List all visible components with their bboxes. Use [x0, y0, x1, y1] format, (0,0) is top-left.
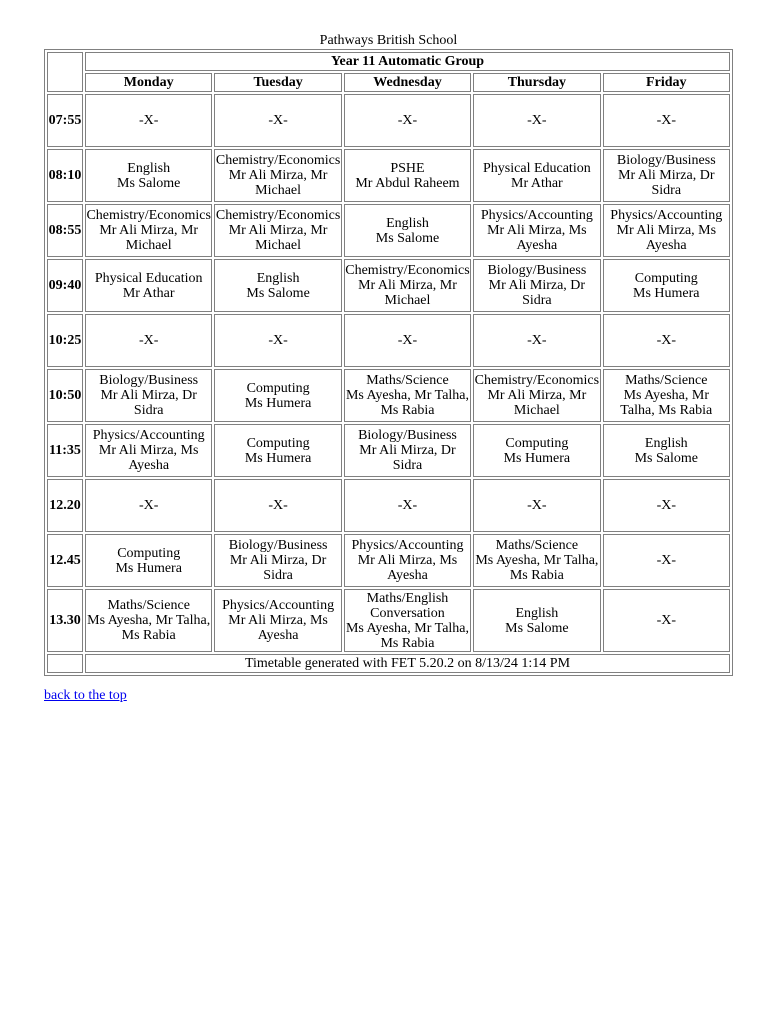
- timetable-footer: Timetable generated with FET 5.20.2 on 8/13/24 1:14 PM: [85, 654, 730, 673]
- lesson-text-line: Ms Rabia: [509, 568, 564, 583]
- time-slot-label: 13.30: [47, 589, 83, 652]
- lesson-cell: [344, 314, 471, 367]
- lesson-cell: [85, 424, 212, 477]
- lesson-cell: [214, 369, 341, 422]
- lesson-cell: [85, 534, 212, 587]
- timetable-row: [47, 204, 730, 257]
- lesson-text-line: Chemistry/Economics: [474, 373, 600, 388]
- lesson-text-line: Maths/Science: [107, 598, 190, 613]
- lesson-text-line: Michael: [125, 238, 172, 253]
- lesson-text-line: Maths/English: [366, 590, 449, 606]
- lesson-text-line: Ms Ayesha, Mr: [623, 388, 709, 403]
- lesson-text-line: Mr Ali Mirza, Dr: [618, 168, 715, 183]
- lesson-cell: [603, 424, 730, 477]
- lesson-text-line: Ms Ayesha, Mr Talha,: [475, 553, 599, 568]
- lesson-text-line: Mr Athar: [122, 285, 175, 301]
- timetable-body: [47, 94, 730, 652]
- lesson-text-line: Physics/Accounting: [610, 208, 723, 223]
- lesson-text-line: Computing: [117, 545, 181, 561]
- day-header-tuesday: Tuesday: [214, 73, 341, 92]
- lesson-text-line: Mr Ali Mirza, Mr: [358, 278, 457, 293]
- lesson-text-line: Mr Ali Mirza, Ms: [487, 223, 587, 238]
- lesson-text-line: Ms Ayesha, Mr Talha,: [87, 613, 211, 628]
- timetable-caption: Pathways British School: [319, 33, 458, 48]
- lesson-text-line: Chemistry/Economics: [215, 208, 341, 223]
- lesson-text-line: -X-: [527, 498, 547, 513]
- lesson-cell: [473, 369, 600, 422]
- lesson-text-line: Ms Rabia: [380, 403, 435, 418]
- lesson-cell: [473, 314, 600, 367]
- lesson-text-line: Ms Rabia: [380, 635, 435, 651]
- lesson-text-line: Sidra: [651, 183, 682, 198]
- lesson-cell: [214, 94, 341, 147]
- time-slot-label: 10:50: [47, 369, 83, 422]
- lesson-cell: [473, 149, 600, 202]
- lesson-text-line: Physics/Accounting: [480, 208, 593, 223]
- lesson-text-line: -X-: [527, 113, 547, 128]
- lesson-text-line: Physical Education: [94, 270, 203, 286]
- footer-corner-cell: [47, 654, 83, 673]
- lesson-cell: [214, 204, 341, 257]
- lesson-cell: [473, 479, 600, 532]
- lesson-text-line: Maths/Science: [366, 373, 449, 388]
- lesson-text-line: English: [644, 435, 688, 451]
- timetable-row: [47, 369, 730, 422]
- lesson-cell: [603, 149, 730, 202]
- lesson-text-line: Ms Salome: [634, 450, 698, 466]
- lesson-cell: [85, 149, 212, 202]
- lesson-cell: [603, 204, 730, 257]
- lesson-cell: [344, 534, 471, 587]
- lesson-cell: [603, 259, 730, 312]
- time-slot-label: 10:25: [47, 314, 83, 367]
- lesson-text-line: Sidra: [392, 458, 423, 473]
- lesson-text-line: Ms Humera: [244, 450, 312, 466]
- lesson-text-line: Sidra: [263, 568, 293, 583]
- lesson-cell: [85, 314, 212, 367]
- lesson-text-line: Ms Ayesha, Mr Talha,: [345, 620, 470, 636]
- lesson-cell: [344, 94, 471, 147]
- lesson-text-line: Chemistry/Economics: [86, 208, 211, 223]
- lesson-text-line: Mr Ali Mirza, Dr: [488, 278, 586, 293]
- day-header-row: [47, 73, 730, 92]
- lesson-cell: [344, 259, 471, 312]
- lesson-text-line: Biology/Business: [99, 373, 199, 388]
- lesson-text-line: Ms Salome: [117, 175, 181, 191]
- lesson-text-line: Computing: [505, 435, 569, 451]
- lesson-cell: [473, 259, 600, 312]
- lesson-text-line: -X-: [397, 113, 418, 128]
- lesson-text-line: Mr Ali Mirza, Dr: [229, 553, 327, 568]
- lesson-cell: [473, 204, 600, 257]
- lesson-cell: [344, 589, 471, 652]
- lesson-cell: [85, 94, 212, 147]
- lesson-text-line: Mr Ali Mirza, Ms: [616, 223, 717, 238]
- lesson-text-line: Computing: [246, 435, 310, 451]
- lesson-text-line: Conversation: [370, 605, 445, 621]
- time-slot-label: 07:55: [47, 94, 83, 147]
- lesson-text-line: Maths/Science: [495, 538, 579, 553]
- lesson-text-line: Physics/Accounting: [92, 428, 205, 443]
- lesson-cell: [214, 149, 341, 202]
- lesson-cell: [473, 424, 600, 477]
- lesson-text-line: Michael: [384, 293, 431, 308]
- lesson-text-line: Physical Education: [483, 160, 591, 176]
- lesson-text-line: Ms Humera: [244, 395, 312, 411]
- lesson-text-line: Mr Ali Mirza, Ms: [357, 553, 458, 568]
- lesson-text-line: Ms Humera: [633, 285, 700, 301]
- lesson-text-line: Computing: [246, 380, 310, 396]
- lesson-text-line: English: [386, 215, 429, 231]
- lesson-text-line: Ayesha: [257, 628, 299, 643]
- lesson-cell: [85, 369, 212, 422]
- lesson-text-line: Mr Abdul Raheem: [355, 175, 460, 191]
- lesson-text-line: Michael: [255, 183, 302, 198]
- timetable: [44, 49, 733, 676]
- lesson-text-line: Computing: [634, 270, 698, 286]
- lesson-text-line: Talha, Ms Rabia: [620, 403, 713, 418]
- time-slot-label: 08:10: [47, 149, 83, 202]
- lesson-text-line: -X-: [656, 333, 676, 348]
- lesson-cell: [603, 479, 730, 532]
- time-slot-label: 12.45: [47, 534, 83, 587]
- day-header-thursday: Thursday: [473, 73, 600, 92]
- lesson-cell: [603, 589, 730, 652]
- lesson-text-line: Ms Humera: [503, 450, 571, 466]
- time-slot-label: 09:40: [47, 259, 83, 312]
- corner-cell: [47, 52, 83, 92]
- lesson-text-line: Ms Ayesha, Mr Talha,: [345, 388, 470, 403]
- lesson-cell: [85, 204, 212, 257]
- back-to-top-link[interactable]: back to the top: [44, 688, 127, 703]
- lesson-cell: [603, 534, 730, 587]
- timetable-row: [47, 479, 730, 532]
- lesson-cell: [85, 589, 212, 652]
- lesson-text-line: Biology/Business: [616, 153, 716, 168]
- lesson-text-line: Sidra: [133, 403, 164, 418]
- lesson-text-line: -X-: [656, 553, 676, 568]
- lesson-text-line: Biology/Business: [228, 538, 328, 553]
- lesson-cell: [214, 314, 341, 367]
- lesson-text-line: Physics/Accounting: [351, 538, 464, 553]
- lesson-text-line: -X-: [527, 333, 547, 348]
- lesson-text-line: Ayesha: [645, 238, 687, 253]
- lesson-text-line: Ayesha: [516, 238, 558, 253]
- lesson-text-line: Sidra: [522, 293, 552, 308]
- lesson-text-line: Mr Ali Mirza, Dr: [100, 388, 197, 403]
- lesson-text-line: -X-: [268, 498, 288, 513]
- lesson-cell: [603, 314, 730, 367]
- lesson-text-line: Mr Ali Mirza, Ms: [98, 443, 199, 458]
- lesson-text-line: Mr Ali Mirza, Mr: [487, 388, 587, 403]
- lesson-text-line: Ms Salome: [246, 285, 310, 301]
- timetable-row: [47, 149, 730, 202]
- lesson-cell: [214, 259, 341, 312]
- lesson-cell: [344, 369, 471, 422]
- lesson-text-line: Ms Rabia: [121, 628, 176, 643]
- lesson-cell: [344, 204, 471, 257]
- lesson-text-line: -X-: [138, 113, 159, 128]
- lesson-cell: [473, 94, 600, 147]
- lesson-text-line: Chemistry/Economics: [345, 263, 470, 278]
- timetable-row: [47, 589, 730, 652]
- lesson-text-line: PSHE: [390, 160, 425, 176]
- lesson-text-line: -X-: [138, 498, 159, 513]
- lesson-text-line: Michael: [513, 403, 560, 418]
- lesson-cell: [344, 424, 471, 477]
- timetable-row: [47, 94, 730, 147]
- lesson-text-line: Physics/Accounting: [222, 598, 335, 613]
- lesson-text-line: -X-: [656, 498, 676, 513]
- lesson-text-line: -X-: [268, 113, 288, 128]
- time-slot-label: 08:55: [47, 204, 83, 257]
- lesson-cell: [214, 534, 341, 587]
- lesson-text-line: Michael: [255, 238, 302, 253]
- lesson-text-line: Ms Salome: [505, 620, 569, 636]
- lesson-text-line: Ms Salome: [375, 230, 440, 246]
- day-header-monday: Monday: [85, 73, 212, 92]
- time-slot-label: 12.20: [47, 479, 83, 532]
- lesson-cell: [473, 534, 600, 587]
- lesson-text-line: Mr Ali Mirza, Dr: [359, 443, 456, 458]
- lesson-cell: [214, 589, 341, 652]
- lesson-cell: [85, 479, 212, 532]
- lesson-text-line: Ayesha: [128, 458, 170, 473]
- lesson-text-line: Mr Ali Mirza, Mr: [99, 223, 199, 238]
- timetable-row: [47, 424, 730, 477]
- lesson-text-line: Ayesha: [387, 568, 428, 583]
- lesson-text-line: Mr Ali Mirza, Ms: [228, 613, 328, 628]
- lesson-text-line: Biology/Business: [358, 428, 457, 443]
- lesson-cell: [85, 259, 212, 312]
- lesson-text-line: Maths/Science: [625, 373, 708, 388]
- day-header-friday: Friday: [603, 73, 730, 92]
- lesson-text-line: Mr Athar: [511, 175, 563, 191]
- lesson-cell: [344, 149, 471, 202]
- lesson-text-line: -X-: [656, 613, 676, 628]
- time-slot-label: 11:35: [47, 424, 83, 477]
- lesson-text-line: English: [256, 270, 300, 286]
- timetable-row: [47, 534, 730, 587]
- day-header-wednesday: Wednesday: [344, 73, 471, 92]
- lesson-text-line: Ms Humera: [115, 560, 182, 576]
- lesson-cell: [214, 479, 341, 532]
- lesson-cell: [473, 589, 600, 652]
- lesson-cell: [603, 369, 730, 422]
- lesson-text-line: English: [127, 160, 171, 176]
- lesson-cell: [603, 94, 730, 147]
- timetable-row: [47, 314, 730, 367]
- lesson-text-line: -X-: [397, 498, 418, 513]
- lesson-text-line: Mr Ali Mirza, Mr: [228, 168, 328, 183]
- lesson-text-line: English: [515, 605, 559, 621]
- lesson-cell: [214, 424, 341, 477]
- timetable-row: [47, 259, 730, 312]
- lesson-text-line: -X-: [656, 113, 676, 128]
- group-title: Year 11 Automatic Group: [85, 52, 730, 71]
- lesson-text-line: Mr Ali Mirza, Mr: [228, 223, 328, 238]
- lesson-cell: [344, 479, 471, 532]
- lesson-text-line: Chemistry/Economics: [215, 153, 341, 168]
- lesson-text-line: -X-: [268, 333, 288, 348]
- lesson-text-line: -X-: [138, 333, 159, 348]
- lesson-text-line: Biology/Business: [487, 263, 587, 278]
- lesson-text-line: -X-: [397, 333, 418, 348]
